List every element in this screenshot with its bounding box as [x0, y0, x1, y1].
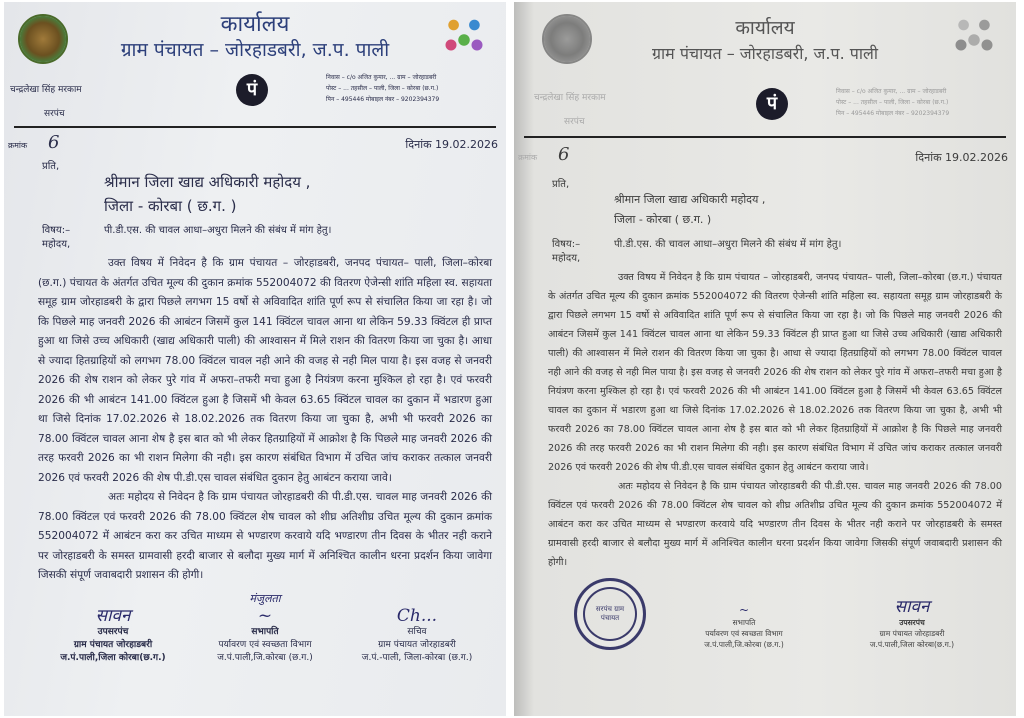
signatory-line: ग्राम पंचायत जोरहाडबरी	[879, 629, 945, 638]
address-line: निवास – c/o अजित कुमार, ... ग्राम – जोरहाडबरी	[836, 88, 947, 95]
signatory-line: ज.पं.पाली,जिला कोरबा(छ.ग.)	[869, 640, 955, 649]
signature-handwriting: सावन	[894, 597, 930, 617]
kramank-value: 6	[48, 132, 60, 153]
address-line: पिन – 495446 मोबाइल नंबर – 9202394379	[326, 96, 440, 103]
signatory-line: पर्यावरण एवं स्वच्छता विभाग	[218, 639, 312, 650]
kramank-value: 6	[558, 144, 570, 165]
signatory-line: पर्यावरण एवं स्वच्छता विभाग	[705, 629, 783, 638]
body-paragraph-2: अतः महोदय से निवेदन है कि ग्राम पंचायत जोरहाडबरी की पी.डी.एस. चावल माह जनवरी 2026 की 78.00 क्विंटल एवं फरवरी 2026 की 78.00 क्विंटल शेष चावल को शीघ्र अतिशीघ्र उचित मूल्य की दुकान क्रमांक 552004072 में आबंटन करा कर उचित माध्यम से भण्डारण करवाये यदि भण्डारण तीन दिवस के भीतर नही कराने पर जोरहाडबरी के समस्त ग्रामवासी हरदी बाजार से बलौदा मुख्य मार्ग में अनिश्चित कालीन धरना प्रदर्शन किया जावेगा जिसकी संपूर्ण जवाबदारी प्रशासन की होगी।	[548, 481, 1002, 568]
letter-copy-1	[4, 2, 506, 716]
signature-handwriting: Ch...	[396, 605, 438, 626]
subject-text: पी.डी.एस. की चावल आधा–अधुरा मिलने की संबंध में मांग हेतु।	[104, 225, 332, 236]
signature-note: मंजुलता	[249, 591, 281, 605]
signatory-title: सचिव	[407, 626, 427, 637]
subject-row	[38, 224, 492, 238]
recipient-line-1: श्रीमान जिला खाद्य अधिकारी महोदय ,	[104, 173, 311, 191]
sarpanch-name: चन्द्रलेखा सिंह मरकाम	[10, 85, 82, 95]
subject-row	[548, 238, 1002, 252]
address-line: निवास – c/o अजित कुमार, ... ग्राम – जोरहाडबरी	[326, 74, 437, 81]
address-line: पिन – 495446 मोबाइल नंबर – 9202394379	[836, 110, 950, 117]
address-line: पोस्ट – ... तहसील – पाली, जिला – कोरबा (छ.ग.)	[836, 99, 949, 106]
signatory-line: ग्राम पंचायत जोरहाडबरी	[73, 639, 153, 650]
panchayat-p-logo: पं	[756, 88, 788, 120]
mission-logo	[948, 10, 1000, 60]
panchayat-heading: ग्राम पंचायत – जोरहाडबरी, ज.प. पाली	[652, 44, 878, 63]
signatory-line: ज.पं.पाली,जि.कोरबा (छ.ग.)	[704, 640, 784, 649]
sarpanch-name: चन्द्रलेखा सिंह मरकाम	[534, 93, 606, 103]
signatory-title: सभापति	[732, 618, 756, 627]
sender-address	[326, 72, 486, 105]
sender-address	[836, 86, 996, 119]
salutation: महोदय,	[552, 253, 581, 264]
prati-label: प्रति,	[42, 161, 60, 172]
panchayat-seal: सरपंच ग्राम पंचायत	[574, 578, 646, 650]
signatory-line: ग्राम पंचायत जोरहाडबरी	[378, 639, 456, 650]
body-paragraph-2: अतः महोदय से निवेदन है कि ग्राम पंचायत जोरहाडबरी की पी.डी.एस. चावल माह जनवरी 2026 की 78.00 क्विंटल एवं फरवरी 2026 की 78.00 क्विंटल शेष चावल को शीघ्र अतिशीघ्र उचित मूल्य की दुकान क्रमांक 552004072 में आबंटन करा कर उचित माध्यम से भण्डारण करवाये यदि भण्डारण तीन दिवस के भीतर नही कराने पर जोरहाडबरी के समस्त ग्रामवासी हरदी बाजार से बलौदा मुख्य मार्ग में अनिश्चित कालीन धरना प्रदर्शन किया जावेगा जिसकी संपूर्ण जवाबदारी प्रशासन की होगी।	[38, 491, 492, 581]
signatory-line: ज.पं.पाली,जि.कोरबा (छ.ग.)	[217, 652, 313, 663]
letter-copy-2	[514, 2, 1016, 716]
body-paragraph-1: उक्त विषय में निवेदन है कि ग्राम पंचायत – जोरहाडबरी, जनपद पंचायत– पाली, जिला–कोरबा (छ.ग.) पंचायत के अंतर्गत उचित मूल्य की दुकान क्रमांक 552004072 की वितरण ऐजेन्सी शांति महिला स्व. सहायता समूह ग्राम जोरहाडबरी के द्वारा पिछले लगभग 15 वर्षो से अविवादित शांति पूर्ण रूप से संचालित किया जा रहा है। जो कि पिछले माह जनवरी 2026 की आबंटन जिसमें कुल 141 क्विंटल चावल आना था लेकिन 59.33 क्विंटल ही प्राप्त हुआ था जिसे उच्च अधिकारी (खाद्य अधिकारी पाली) की आश्वासन में मिले राशन की वितरण किया जा चुका है। आधा से ज्यादा हितग्राहियों को लगभग 78.00 क्विंटल चावल नही आने की वजह से नही मिल पाया है। इस वजह से जनवरी 2026 की शेष राशन को लेकर पुरे गांव में अफरा–तफरी मचा हुआ है नियंत्रण करना मुश्किल हो रहा है। एवं फरवरी 2026 की भी आबंटन 141.00 क्विंटल हुआ है जिसमें भी केवल 63.65 क्विंटल चावल का दुकान में भडारण हुआ था जिसे दिनांक 17.02.2026 से 18.02.2026 तक वितरण किया जा चुका है, अभी भी फरवरी 2026 का 78.00 क्विंटल चावल आना शेष है इस बात को भी लेकर हितग्राहियों में आक्रोश है कि पिछले माह जनवरी 2026 की तरह फरवरी 2026 का भी राशन मिलेगा की नही। इस कारण संबंधित विभाग में उचित जांच कराकर तत्काल जनवरी 2026 एवं फरवरी 2026 की शेष पी.डी.एस चावल संबंधित दुकान हेतु आबंटन कराया जावे।	[38, 257, 492, 484]
signatory-title: सभापति	[251, 626, 279, 637]
upsarpanch-signature	[38, 606, 188, 665]
panchayat-heading: ग्राम पंचायत – जोरहाडबरी, ज.प. पाली	[120, 39, 390, 61]
header-divider	[524, 136, 1006, 138]
kramank-label: क्रमांक	[518, 153, 538, 162]
letter-date: दिनांक 19.02.2026	[405, 138, 498, 151]
mission-logo	[438, 10, 490, 60]
office-heading: कार्यालय	[220, 12, 290, 37]
kramank-label: क्रमांक	[8, 141, 28, 150]
header-divider	[14, 126, 496, 128]
letter-date: दिनांक 19.02.2026	[915, 151, 1008, 164]
subject-label: विषय:–	[552, 239, 581, 250]
body-paragraph-1: उक्त विषय में निवेदन है कि ग्राम पंचायत – जोरहाडबरी, जनपद पंचायत– पाली, जिला–कोरबा (छ.ग.) पंचायत के अंतर्गत उचित मूल्य की दुकान क्रमांक 552004072 की वितरण ऐजेन्सी शांति महिला स्व. सहायता समूह ग्राम जोरहाडबरी के द्वारा पिछले लगभग 15 वर्षो से अविवादित शांति पूर्ण रूप से संचालित किया जा रहा है। जो कि पिछले माह जनवरी 2026 की आबंटन जिसमें कुल 141 क्विंटल चावल आना था लेकिन 59.33 क्विंटल ही प्राप्त हुआ था जिसे उच्च अधिकारी (खाद्य अधिकारी पाली) की आश्वासन में मिले राशन की वितरण किया जा चुका है। आधा से ज्यादा हितग्राहियों को लगभग 78.00 क्विंटल चावल नही आने की वजह से नही मिल पाया है। इस वजह से जनवरी 2026 की शेष राशन को लेकर पुरे गांव में अफरा–तफरी मचा हुआ है नियंत्रण करना मुश्किल हो रहा है। एवं फरवरी 2026 की भी आबंटन 141.00 क्विंटल हुआ है जिसमें भी केवल 63.65 क्विंटल चावल का दुकान में भडारण हुआ था जिसे दिनांक 17.02.2026 से 18.02.2026 तक वितरण किया जा चुका है, अभी भी फरवरी 2026 का 78.00 क्विंटल चावल आना शेष है इस बात को भी लेकर हितग्राहियों में आक्रोश है कि पिछले माह जनवरी 2026 की तरह फरवरी 2026 का भी राशन मिलेगा की नही। इस कारण संबंधित विभाग में उचित जांच कराकर तत्काल जनवरी 2026 एवं फरवरी 2026 की शेष पी.डी.एस चावल संबंधित दुकान हेतु आबंटन कराया जावे।	[548, 272, 1002, 473]
salutation: महोदय,	[42, 239, 71, 250]
signature-handwriting: सावन	[95, 605, 131, 626]
signature-handwriting: ~	[257, 605, 273, 626]
letter-body	[38, 224, 492, 665]
sarpanch-title: सरपंच	[564, 117, 585, 127]
sachiv-signature	[342, 606, 492, 665]
subject-text: पी.डी.एस. की चावल आधा–अधुरा मिलने की संबंध में मांग हेतु।	[614, 239, 842, 250]
address-line: पोस्ट – ... तहसील – पाली, जिला – कोरबा (छ.ग.)	[326, 85, 439, 92]
panchayat-p-logo: पं	[236, 74, 268, 106]
signatory-line: ज.पं.पाली,जिला कोरबा(छ.ग.)	[60, 652, 166, 663]
recipient-line-2: जिला - कोरबा ( छ.ग. )	[614, 213, 712, 226]
recipient-line-2: जिला - कोरबा ( छ.ग. )	[104, 197, 237, 215]
signatory-title: उपसरपंच	[899, 618, 925, 627]
signature-handwriting: ~	[738, 603, 750, 617]
office-heading: कार्यालय	[735, 17, 795, 39]
letter-body	[548, 238, 1002, 650]
sarpanch-title: सरपंच	[44, 109, 65, 119]
signature-row	[38, 592, 492, 665]
subject-label: विषय:–	[42, 225, 71, 236]
signatory-line: ज.पं.-पाली, जिला-कोरबा (छ.ग.)	[361, 652, 473, 663]
sabhapati-signature	[195, 592, 335, 665]
signatory-title: उपसरपंच	[97, 626, 129, 637]
signature-row	[548, 578, 1002, 650]
recipient-line-1: श्रीमान जिला खाद्य अधिकारी महोदय ,	[614, 193, 766, 206]
prati-label: प्रति,	[552, 179, 570, 190]
upsarpanch-signature	[842, 597, 982, 650]
sabhapati-signature	[679, 603, 809, 650]
